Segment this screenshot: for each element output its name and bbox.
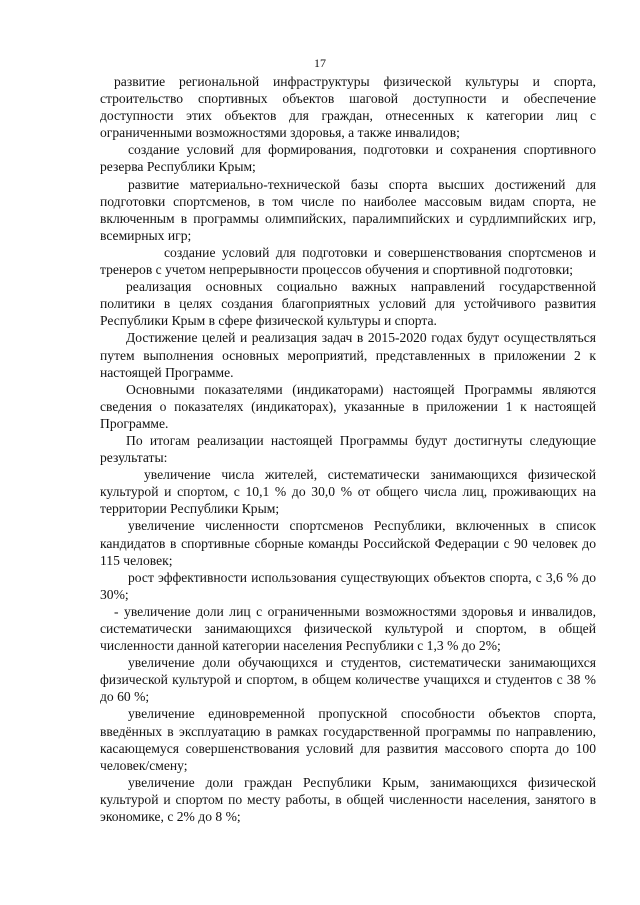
paragraph: Основными показателями (индикаторами) настоящей Программы являются сведения о показателях (индикаторах), указанные в приложении 1 к настоящей Программе.	[100, 381, 596, 431]
paragraph: реализация основных социально важных направлений государственной политики в целях создания благоприятных условий для устойчивого развития Республики Крым в сфере физической культуры и спорта.	[100, 279, 596, 329]
paragraph: увеличение доли граждан Республики Крым, занимающихся физической культурой и спортом по месту работы, в общей численности населения, занятого в экономике, с 2% до 8 %;	[100, 774, 596, 825]
paragraph: создание условий для подготовки и совершенствования спортсменов и тренеров с учетом непрерывности процессов обучения и спортивной подготовки;	[100, 244, 596, 278]
paragraph: Достижение целей и реализация задач в 2015-2020 годах будут осуществляться путем выполнения основных мероприятий, представленных в приложении 2 к настоящей Программе.	[100, 330, 596, 380]
paragraph: развитие региональной инфраструктуры физической культуры и спорта, строительство спортивных объектов шаговой доступности и обеспечение доступности этих объектов для граждан, отнесенных к категории лиц с ограниченными возможностями здоровья, а также инвалидов;	[100, 74, 596, 141]
paragraph: По итогам реализации настоящей Программы будут достигнуты следующие результаты:	[100, 432, 596, 466]
paragraph: увеличение числа жителей, систематически занимающихся физической культурой и спортом, с 10,1 % до 30,0 % от общего числа лиц, проживающих на территории Республики Крым;	[100, 467, 596, 517]
paragraph: увеличение доли обучающихся и студентов, систематически занимающихся физической культурой и спортом, в общем количестве учащихся и студентов с 38 % до 60 %;	[100, 655, 596, 705]
paragraph: создание условий для формирования, подготовки и сохранения спортивного резерва Республики Крым;	[100, 142, 596, 175]
paragraph: увеличение единовременной пропускной способности объектов спорта, введённых в эксплуатацию в рамках государственной программы по направлению, касающемуся совершенствования условий для развития массового спорта до 100 человек/смену;	[100, 706, 596, 773]
page-number: 17	[314, 56, 326, 70]
paragraph: рост эффективности использования существующих объектов спорта, с 3,6 % до 30%;	[100, 569, 596, 602]
paragraph: увеличение численности спортсменов Республики, включенных в список кандидатов в спортивные сборные команды Российской Федерации с 90 человек до 115 человек;	[100, 518, 596, 568]
paragraph: развитие материально-технической базы спорта высших достижений для подготовки спортсменов, в том числе по наиболее массовым видам спорта, не включенным в программы олимпийских, паралимпийских и сурдлимпийских игр, всемирных игр;	[100, 176, 596, 243]
paragraph: - увеличение доли лиц с ограниченными возможностями здоровья и инвалидов, систематически занимающихся физической культурой и спортом, в общей численности данной категории населения Республики с 1,3 % до 2%;	[100, 603, 596, 654]
document-body	[100, 73, 596, 825]
